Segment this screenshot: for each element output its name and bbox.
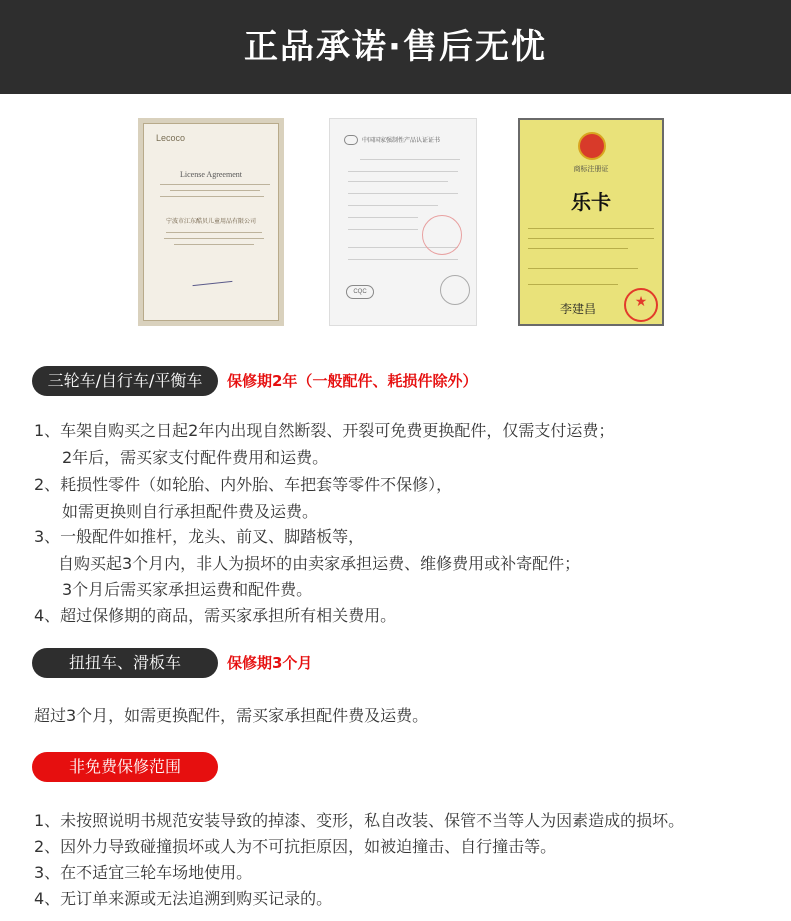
page-title: 正品承诺·售后无忧	[244, 27, 547, 67]
exclusion-line: 2、因外力导致碰撞损坏或人为不可抗拒原因，如被迫撞击、自行撞击等。	[34, 837, 557, 856]
license-brand: Lecoco	[156, 133, 186, 143]
ccc-title: 中国国家强制性产品认证证书	[362, 137, 441, 144]
policy-line: 自购买起3个月内，非人为损坏的由卖家承担运费、维修费用或补寄配件；	[58, 554, 581, 573]
trademark-mark: 乐卡	[571, 190, 611, 214]
ccc-logo-icon	[344, 135, 358, 145]
ccc-mark: CQC	[346, 285, 374, 299]
ccc-text-line	[348, 171, 458, 172]
policy-line: 1、车架自购买之日起2年内出现自然断裂、开裂可免费更换配件，仅需支付运费；	[34, 421, 615, 440]
policy-line: 如需更换则自行承担配件费及运费。	[62, 502, 319, 521]
trademark-text-line	[528, 238, 654, 239]
exclusion-line: 1、未按照说明书规范安装导致的掉漆、变形，私自改装、保管不当等人为因素造成的损坏。	[34, 811, 685, 830]
page-header	[0, 0, 791, 94]
policy-line: 3个月后需买家承担运费和配件费。	[62, 580, 313, 599]
ccc-text-line	[360, 159, 460, 160]
trademark-signature: 李建昌	[560, 302, 597, 316]
ccc-seal-icon	[440, 275, 470, 305]
trademark-title: 商标注册证	[573, 165, 609, 173]
exclusion-line: 4、无订单来源或无法追溯到购买记录的。	[34, 889, 333, 908]
ccc-stamp-icon	[422, 215, 462, 255]
policy-line: 超过3个月，如需更换配件，需买家承担配件费及运费。	[34, 706, 429, 725]
license-text-line	[160, 196, 264, 197]
policy-line: 3、一般配件如推杆，龙头、前叉、脚踏板等，	[34, 527, 365, 546]
ccc-text-line	[348, 217, 418, 218]
license-text-line	[160, 184, 270, 185]
license-signature	[192, 272, 233, 286]
trademark-text-line	[528, 284, 618, 285]
license-heading: License Agreement	[180, 170, 242, 179]
ccc-text-line	[348, 259, 458, 260]
star-icon: ★	[634, 294, 648, 310]
license-company: 宁波市江东酷贝儿童用品有限公司	[165, 218, 256, 225]
warranty-period-3-months: 保修期3个月	[227, 654, 313, 672]
policy-line: 4、超过保修期的商品，需买家承担所有相关费用。	[34, 606, 397, 625]
trademark-text-line	[528, 228, 654, 229]
policy-line: 2、耗损性零件（如轮胎、内外胎、车把套等零件不保修），	[34, 475, 453, 494]
national-emblem-icon	[578, 132, 606, 160]
license-text-line	[164, 238, 264, 239]
ccc-text-line	[348, 193, 458, 194]
exclusion-line: 3、在不适宜三轮车场地使用。	[34, 863, 253, 882]
policy-line: 2年后，需买家支付配件费用和运费。	[62, 448, 329, 467]
trademark-text-line	[528, 268, 638, 269]
license-agreement-certificate	[138, 118, 284, 326]
license-text-line	[170, 190, 260, 191]
ccc-text-line	[348, 229, 418, 230]
category-pill-scooter: 扭扭车、滑板车	[32, 648, 218, 678]
red-seal-icon	[624, 288, 658, 322]
category-pill-tricycle: 三轮车/自行车/平衡车	[32, 366, 218, 396]
warranty-period-2-years: 保修期2年（一般配件、耗损件除外）	[227, 372, 478, 390]
ccc-text-line	[348, 205, 438, 206]
trademark-text-line	[528, 248, 628, 249]
non-free-warranty-pill: 非免费保修范围	[32, 752, 218, 782]
license-text-line	[174, 244, 254, 245]
license-text-line	[166, 232, 262, 233]
ccc-text-line	[348, 181, 448, 182]
trademark-certificate	[518, 118, 664, 326]
ccc-certificate	[329, 118, 477, 326]
